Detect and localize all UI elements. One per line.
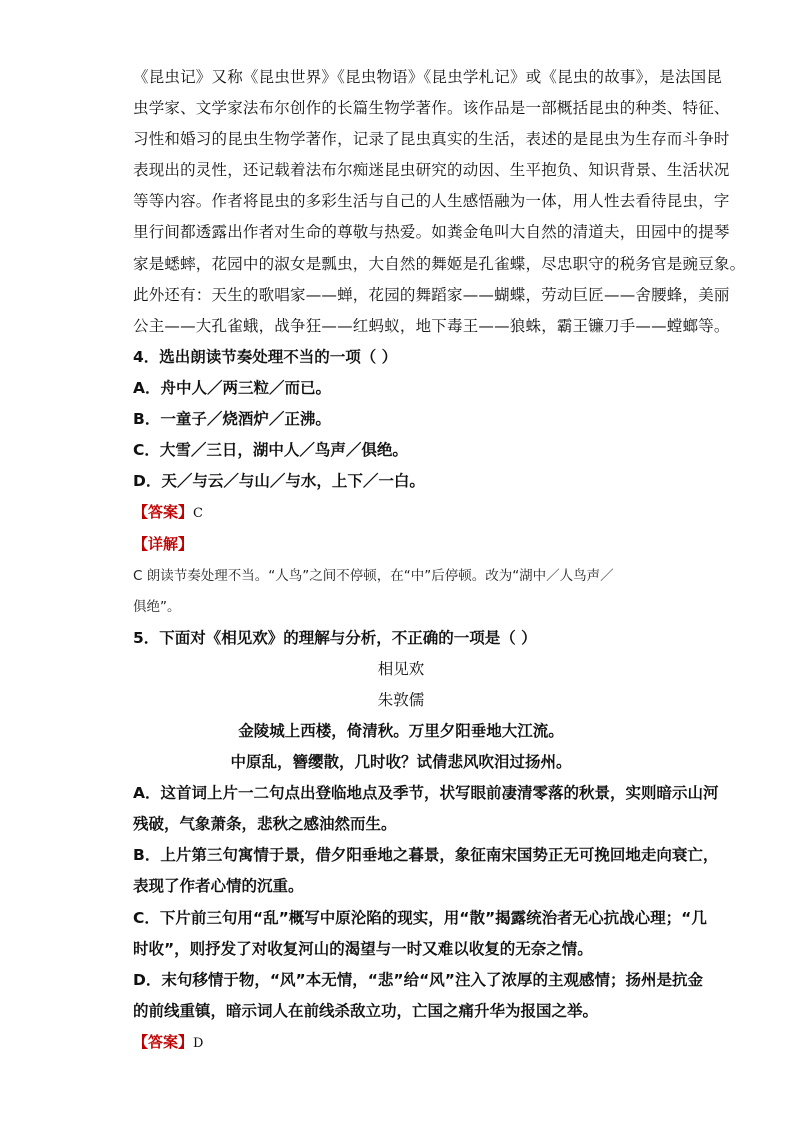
intro-line: 表现出的灵性，还记载着法布尔痴迷昆虫研究的动因、生平抱负、知识背景、生活状况 <box>133 161 730 180</box>
intro-line: 此外还有：天生的歌唱家——蝉，花园的舞蹈家——蝴蝶，劳动巨匠——舍腰蜂，美丽 <box>133 285 730 304</box>
question-5-answer <box>133 1027 669 1059</box>
question-5-option-line: 时收”，则抒发了对收复河山的渴望与一时又难以收复的无奈之情。 <box>133 939 593 958</box>
question-4-detail-line: 俱绝”。 <box>133 598 181 615</box>
intro-line: 习性和婚习的昆虫生物学著作，记录了昆虫真实的生活，表述的是昆虫为生存而斗争时 <box>133 130 730 149</box>
intro-line: 公主——大孔雀蛾，战争狂——红蚂蚁，地下毒王——狼蛛，霸王镰刀手——螳螂等。 <box>133 316 730 335</box>
question-5-option-line: C．下片前三句用“乱”概写中原沦陷的现实，用“散”揭露统治者无心抗战心理；“几 <box>133 908 707 927</box>
question-4-option-c: C．大雪／三日，湖中人／鸟声／俱绝。 <box>133 441 408 460</box>
intro-line: 家是蟋蟀，花园中的淑女是瓢虫，大自然的舞姬是孔雀蝶，尽忠职守的税务官是豌豆象。 <box>133 254 746 273</box>
intro-line: 里行间都透露出作者对生命的尊敬与热爱。如粪金龟叫大自然的清道夫，田园中的提琴 <box>133 223 730 242</box>
intro-line: 等等内容。作者将昆虫的多彩生活与自己的人生感悟融为一体，用人性去看待昆虫，字 <box>133 192 730 211</box>
question-4-detail-line: C 朗读节奏处理不当。“人鸟”之间不停顿，在“中”后停顿。改为“湖中／人鸟声／ <box>133 567 614 584</box>
question-5 <box>133 623 719 1059</box>
question-4-answer <box>133 497 669 529</box>
intro-paragraph <box>133 62 746 342</box>
answer-tag: 【答案】 <box>133 1032 194 1051</box>
question-4-detail-header <box>133 529 669 560</box>
question-5-option-line: A．这首词上片一二句点出登临地点及季节，状写眼前凄清零落的秋景，实则暗示山河 <box>133 784 719 803</box>
answer-tag: 【答案】 <box>133 503 194 522</box>
question-4 <box>133 342 669 623</box>
question-5-option-line: 的前线重镇，暗示词人在前线杀敌立功，亡国之痛升华为报国之举。 <box>133 1001 599 1020</box>
intro-line: 《昆虫记》又称《昆虫世界》《昆虫物语》《昆虫学札记》或《昆虫的故事》，是法国昆 <box>133 68 723 86</box>
poem-title: 相见欢 <box>377 659 425 678</box>
question-4-stem: 4．选出朗读节奏处理不当的一项（ ） <box>133 347 398 366</box>
question-4-option-b: B．一童子／烧酒炉／正沸。 <box>133 410 331 429</box>
poem-line: 中原乱，簪缨散，几时收？试倩悲风吹泪过扬州。 <box>230 753 572 772</box>
question-4-option-a: A．舟中人／两三粒／而已。 <box>133 378 331 397</box>
poem-line: 金陵城上西楼，倚清秋。万里夕阳垂地大江流。 <box>238 721 564 740</box>
poem-author: 朱敦儒 <box>377 690 425 709</box>
question-5-stem: 5．下面对《相见欢》的理解与分析，不正确的一项是（ ） <box>133 628 537 647</box>
question-5-option-line: D．末句移情于物，“风”本无情，“悲”给“风”注入了浓厚的主观感情；扬州是抗金 <box>133 970 703 989</box>
question-5-option-line: B．上片第三句寓情于景，借夕阳垂地之暮景，象征南宋国势正无可挽回地走向衰亡， <box>133 846 719 865</box>
answer-value: C <box>193 506 203 522</box>
question-5-option-line: 表现了作者心情的沉重。 <box>133 877 304 896</box>
detail-tag: 【详解】 <box>133 535 194 554</box>
document-page <box>133 62 746 1059</box>
question-5-option-line: 残破，气象萧条，悲秋之感油然而生。 <box>133 815 397 834</box>
question-4-option-d: D．天／与云／与山／与水，上下／一白。 <box>133 472 425 491</box>
intro-line: 虫学家、文学家法布尔创作的长篇生物学著作。该作品是一部概括昆虫的种类、特征、 <box>133 99 730 118</box>
answer-value: D <box>193 1035 204 1051</box>
